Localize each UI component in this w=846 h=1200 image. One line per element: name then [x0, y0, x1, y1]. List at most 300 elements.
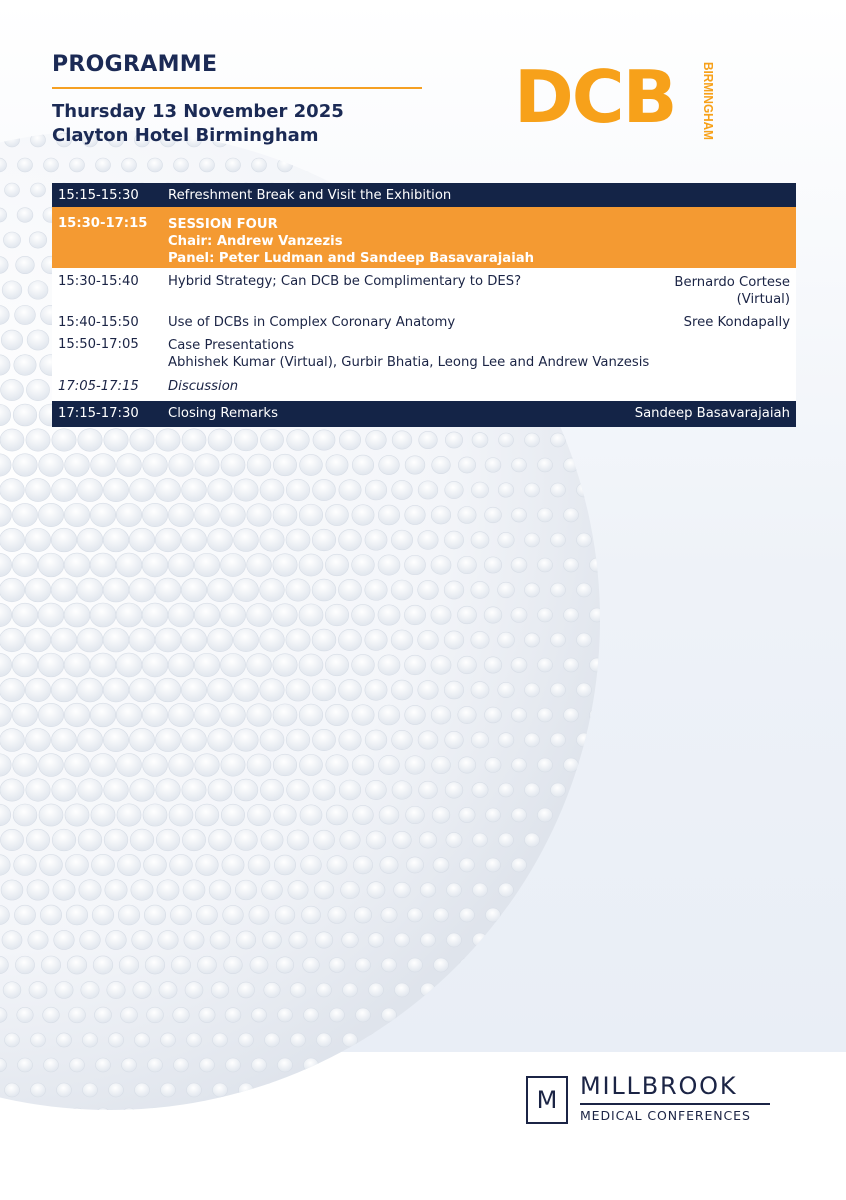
sphere-disc	[3, 232, 20, 248]
sphere-disc	[221, 804, 244, 826]
sphere-disc	[249, 906, 269, 925]
sphere-disc	[382, 958, 397, 972]
sphere-disc	[90, 653, 116, 677]
sphere-disc	[183, 880, 205, 900]
sphere-disc	[404, 655, 425, 675]
sphere-disc	[226, 158, 241, 172]
sphere-disc	[129, 578, 155, 602]
sphere-disc	[130, 779, 155, 802]
sphere-disc	[155, 728, 180, 751]
sphere-disc	[499, 433, 514, 447]
sphere-disc	[432, 456, 451, 473]
sphere-disc	[551, 633, 566, 647]
sphere-disc	[378, 505, 399, 525]
sphere-disc	[445, 782, 463, 798]
sphere-disc	[391, 680, 412, 700]
sphere-disc	[155, 628, 181, 652]
sphere-disc	[418, 731, 438, 749]
sphere-disc	[211, 982, 229, 998]
sphere-disc	[26, 379, 49, 400]
sphere-disc	[77, 678, 103, 702]
sphere-disc	[67, 956, 87, 974]
sphere-disc	[447, 883, 462, 897]
sphere-disc	[381, 907, 397, 922]
sphere-disc	[445, 731, 464, 748]
sphere-disc	[1, 330, 23, 350]
sphere-disc	[239, 1033, 254, 1047]
sphere-disc	[538, 608, 553, 622]
sphere-disc	[431, 706, 451, 724]
sphere-disc	[330, 1058, 345, 1072]
sphere-disc	[433, 858, 449, 873]
sphere-disc	[247, 603, 272, 626]
sphere-disc	[104, 779, 129, 802]
sphere-disc	[195, 454, 219, 477]
sphere-disc	[512, 458, 527, 472]
sphere-disc	[13, 804, 37, 826]
sphere-disc	[392, 480, 413, 499]
sphere-disc	[234, 729, 258, 752]
sphere-disc	[434, 958, 449, 972]
sphere-disc	[159, 982, 177, 999]
sphere-disc	[471, 482, 488, 498]
sphere-disc	[313, 780, 335, 801]
agenda-row-cases	[52, 335, 796, 375]
sphere-disc	[117, 804, 141, 826]
sphere-disc	[339, 480, 361, 501]
sphere-disc	[79, 880, 101, 901]
sphere-disc	[247, 554, 272, 577]
sphere-disc	[144, 905, 165, 925]
sphere-disc	[65, 804, 89, 826]
sphere-disc	[25, 578, 51, 602]
sphere-disc	[260, 479, 284, 501]
sphere-disc	[392, 781, 412, 799]
sphere-disc	[31, 1083, 46, 1097]
sphere-disc	[0, 729, 24, 752]
sphere-disc	[3, 982, 21, 998]
sphere-disc	[181, 628, 207, 652]
sphere-disc	[590, 508, 605, 522]
sphere-disc	[168, 603, 194, 627]
sphere-disc	[52, 779, 77, 802]
sphere-disc	[261, 830, 283, 851]
sphere-disc	[262, 880, 283, 899]
sphere-disc	[405, 705, 426, 724]
sphere-disc	[234, 429, 258, 451]
sphere-disc	[313, 479, 336, 500]
sphere-disc	[129, 628, 155, 652]
sphere-disc	[210, 931, 230, 949]
sphere-disc	[51, 478, 76, 501]
sphere-disc	[525, 433, 540, 447]
sphere-disc	[312, 729, 335, 750]
sphere-disc	[524, 633, 539, 647]
sphere-disc	[273, 504, 297, 526]
sphere-disc	[247, 454, 271, 476]
sphere-disc	[366, 780, 387, 799]
sphere-disc	[168, 553, 194, 577]
sphere-disc	[169, 754, 194, 777]
sphere-disc	[70, 1108, 85, 1122]
sphere-disc	[247, 804, 270, 825]
sphere-disc	[278, 1058, 293, 1072]
sphere-disc	[247, 504, 271, 527]
sphere-disc	[564, 558, 579, 572]
sphere-disc	[96, 1058, 111, 1072]
sphere-disc	[472, 433, 488, 448]
sphere-disc	[577, 533, 592, 547]
sphere-disc	[52, 429, 76, 452]
sphere-disc	[200, 1058, 215, 1072]
sphere-disc	[94, 1007, 111, 1023]
sphere-disc	[273, 604, 298, 627]
sphere-disc	[25, 628, 51, 652]
page-title: PROGRAMME	[52, 52, 218, 77]
sphere-disc	[577, 483, 592, 497]
sphere-disc	[51, 528, 77, 552]
sphere-disc	[317, 983, 332, 997]
millbrook-logo	[526, 1072, 776, 1132]
sphere-disc	[194, 553, 219, 576]
sphere-disc	[378, 555, 400, 575]
sphere-disc	[57, 1083, 72, 1097]
sphere-disc	[182, 829, 205, 851]
sphere-disc	[392, 431, 412, 449]
sphere-disc	[525, 483, 540, 497]
sphere-disc	[473, 933, 488, 947]
sphere-disc	[169, 454, 194, 477]
sphere-disc	[142, 603, 168, 627]
sphere-disc	[182, 779, 206, 801]
sphere-disc	[378, 605, 400, 625]
sphere-disc	[142, 503, 167, 526]
sphere-disc	[38, 603, 64, 627]
sphere-disc	[564, 508, 579, 522]
brand-name: MILLBROOK	[580, 1072, 738, 1100]
sphere-disc	[325, 704, 348, 725]
sphere-disc	[226, 1058, 241, 1072]
sphere-disc	[286, 479, 309, 501]
sphere-disc	[104, 829, 128, 851]
sphere-disc	[325, 654, 348, 676]
row-time: 17:05-17:15	[58, 379, 139, 394]
sphere-disc	[339, 529, 362, 550]
sphere-disc	[168, 653, 194, 677]
sphere-disc	[29, 232, 47, 248]
sphere-disc	[458, 556, 477, 574]
sphere-disc	[221, 504, 246, 527]
sphere-disc	[369, 1033, 384, 1047]
sphere-disc	[51, 678, 77, 702]
sphere-disc	[314, 881, 334, 899]
sphere-disc	[234, 678, 259, 701]
sphere-disc	[317, 1033, 332, 1047]
sphere-disc	[312, 679, 336, 701]
agenda-row-talk	[52, 268, 796, 310]
sphere-disc	[116, 503, 141, 527]
sphere-disc	[103, 678, 129, 702]
sphere-disc	[301, 906, 320, 924]
sphere-disc	[577, 683, 592, 697]
sphere-disc	[299, 604, 323, 626]
sphere-disc	[367, 882, 385, 899]
sphere-disc	[236, 931, 256, 949]
sphere-disc	[129, 528, 155, 552]
sphere-disc	[485, 758, 501, 773]
logo-city-label	[690, 60, 715, 145]
sphere-disc	[564, 608, 579, 622]
sphere-disc	[64, 703, 90, 727]
sphere-disc	[1, 379, 24, 400]
sphere-disc	[233, 628, 258, 651]
sphere-disc	[405, 456, 425, 474]
sphere-disc	[2, 281, 22, 299]
sphere-disc	[220, 553, 245, 576]
sphere-disc	[551, 583, 566, 597]
sphere-disc	[379, 806, 399, 824]
sphere-disc	[378, 655, 400, 675]
sphere-disc	[77, 528, 103, 552]
sphere-disc	[312, 529, 335, 551]
sphere-disc	[406, 857, 423, 873]
sphere-disc	[90, 753, 115, 776]
sphere-disc	[155, 678, 181, 702]
sphere-disc	[235, 830, 258, 851]
speaker-name: Bernardo Cortese	[674, 275, 790, 290]
sphere-disc	[511, 508, 526, 522]
sphere-disc	[122, 1108, 137, 1122]
sphere-disc	[155, 578, 181, 602]
row-time: 15:30-15:40	[58, 274, 139, 289]
sphere-disc	[65, 454, 90, 477]
sphere-disc	[365, 730, 387, 750]
sphere-disc	[498, 682, 515, 697]
sphere-disc	[339, 430, 360, 450]
sphere-disc	[78, 829, 102, 851]
sphere-disc	[299, 654, 323, 676]
sphere-disc	[225, 1008, 241, 1023]
sphere-disc	[13, 404, 37, 426]
row-title: Discussion	[168, 379, 239, 394]
sphere-disc	[458, 706, 476, 723]
sphere-disc	[145, 956, 164, 974]
sphere-disc	[194, 503, 219, 526]
sphere-disc	[290, 983, 306, 998]
sphere-disc	[473, 833, 488, 847]
sphere-disc	[339, 679, 362, 700]
row-speaker: Sandeep Basavarajaiah	[634, 406, 790, 421]
sphere-disc	[378, 705, 400, 725]
sphere-disc	[208, 479, 233, 502]
sphere-disc	[207, 678, 232, 701]
sphere-disc	[525, 533, 540, 547]
sphere-disc	[122, 1058, 137, 1072]
sphere-disc	[77, 628, 103, 652]
sphere-disc	[121, 1007, 138, 1023]
sphere-disc	[70, 1058, 85, 1072]
agenda-row-talk	[52, 310, 796, 335]
sphere-disc	[458, 457, 475, 473]
sphere-disc	[13, 754, 38, 777]
sphere-disc	[512, 808, 527, 822]
sphere-disc	[208, 729, 233, 752]
sphere-disc	[356, 958, 371, 972]
sphere-disc	[299, 554, 323, 576]
sphere-disc	[276, 957, 294, 973]
sphere-disc	[181, 678, 206, 701]
sphere-disc	[131, 880, 153, 901]
sphere-disc	[512, 758, 527, 772]
sphere-disc	[252, 158, 267, 172]
sphere-disc	[590, 708, 605, 722]
sphere-disc	[248, 855, 270, 875]
sphere-disc	[2, 931, 22, 950]
sphere-disc	[118, 905, 140, 925]
sphere-disc	[444, 681, 463, 699]
sphere-disc	[147, 1007, 164, 1023]
event-venue: Clayton Hotel Birmingham	[52, 125, 319, 146]
sphere-disc	[148, 158, 163, 172]
speaker-note: (Virtual)	[736, 292, 790, 307]
sphere-disc	[213, 1033, 228, 1047]
sphere-disc	[220, 653, 245, 676]
sphere-disc	[77, 578, 103, 602]
sphere-disc	[382, 1008, 397, 1022]
sphere-disc	[116, 603, 142, 627]
sphere-disc	[31, 183, 46, 197]
sphere-disc	[156, 779, 180, 802]
sphere-disc	[329, 958, 345, 973]
sphere-disc	[300, 805, 322, 825]
sphere-disc	[274, 805, 297, 826]
sphere-disc	[28, 931, 48, 950]
sphere-disc	[260, 529, 284, 552]
sphere-disc	[366, 831, 386, 849]
sphere-disc	[106, 930, 127, 949]
sphere-disc	[525, 733, 540, 747]
sphere-disc	[273, 454, 296, 476]
sphere-disc	[301, 855, 322, 874]
sphere-disc	[379, 755, 400, 774]
sphere-disc	[187, 1033, 202, 1047]
sphere-disc	[551, 433, 566, 447]
sphere-disc	[499, 833, 514, 847]
sphere-disc	[237, 982, 254, 998]
sphere-disc	[326, 805, 347, 825]
sphere-disc	[366, 430, 387, 449]
sphere-disc	[143, 753, 168, 776]
sphere-disc	[473, 883, 488, 897]
sphere-disc	[14, 905, 35, 925]
sphere-disc	[338, 579, 361, 600]
sphere-disc	[525, 833, 540, 847]
sphere-disc	[265, 1033, 280, 1047]
sphere-disc	[511, 708, 526, 722]
sphere-disc	[15, 956, 34, 974]
sphere-disc	[460, 908, 475, 922]
sphere-disc	[52, 829, 76, 851]
sphere-disc	[326, 455, 348, 476]
row-time: 15:40-15:50	[58, 315, 139, 330]
sphere-disc	[156, 829, 179, 851]
sphere-disc	[247, 704, 272, 727]
sphere-disc	[196, 855, 219, 876]
sphere-disc	[577, 633, 592, 647]
sphere-disc	[96, 1108, 111, 1122]
sphere-disc	[26, 779, 50, 802]
sphere-disc	[525, 683, 540, 697]
agenda-row-closing	[52, 401, 796, 427]
sphere-disc	[41, 956, 60, 974]
sphere-disc	[5, 1083, 20, 1097]
sphere-disc	[103, 528, 129, 552]
sphere-disc	[5, 1033, 20, 1047]
sphere-disc	[404, 605, 425, 625]
sphere-disc	[107, 981, 125, 998]
sphere-disc	[103, 728, 128, 751]
sphere-disc	[315, 932, 333, 948]
sphere-disc	[69, 1007, 86, 1023]
sphere-disc	[187, 1083, 202, 1097]
sphere-disc	[25, 528, 50, 552]
sphere-disc	[395, 983, 410, 997]
sphere-disc	[299, 704, 323, 726]
sphere-disc	[486, 908, 501, 922]
sphere-disc	[78, 429, 102, 452]
sphere-disc	[300, 454, 323, 475]
sphere-disc	[286, 679, 310, 701]
sphere-disc	[263, 931, 282, 949]
sphere-disc	[155, 528, 181, 552]
sphere-disc	[339, 730, 361, 751]
sphere-disc	[327, 856, 347, 875]
sphere-disc	[445, 481, 464, 498]
sphere-disc	[260, 579, 285, 602]
sphere-disc	[64, 653, 90, 677]
sphere-disc	[27, 880, 49, 900]
sphere-disc	[78, 779, 103, 802]
sphere-disc	[91, 454, 116, 477]
sphere-disc	[182, 429, 206, 451]
sphere-disc	[51, 578, 77, 602]
sphere-disc	[590, 608, 605, 622]
sphere-disc	[312, 629, 336, 651]
sphere-disc	[70, 158, 85, 172]
sphere-disc	[299, 504, 323, 526]
sphere-disc	[90, 703, 116, 727]
sphere-disc	[484, 607, 502, 623]
sphere-disc	[538, 558, 553, 572]
sphere-disc	[524, 583, 539, 597]
session-panel: Panel: Peter Ludman and Sandeep Basavarajaiah	[168, 251, 535, 266]
sphere-disc	[352, 455, 374, 475]
sphere-disc	[90, 503, 115, 527]
sphere-disc	[208, 829, 231, 850]
sphere-disc	[260, 679, 285, 702]
sphere-disc	[223, 905, 244, 924]
sphere-disc	[406, 806, 425, 823]
sphere-disc	[472, 782, 488, 797]
sphere-disc	[197, 956, 216, 974]
sphere-disc	[51, 728, 76, 751]
sphere-disc	[221, 454, 245, 476]
sphere-disc	[39, 754, 64, 777]
sphere-disc	[418, 681, 438, 700]
sphere-disc	[486, 808, 501, 822]
sphere-disc	[142, 703, 167, 727]
sphere-disc	[459, 807, 475, 822]
